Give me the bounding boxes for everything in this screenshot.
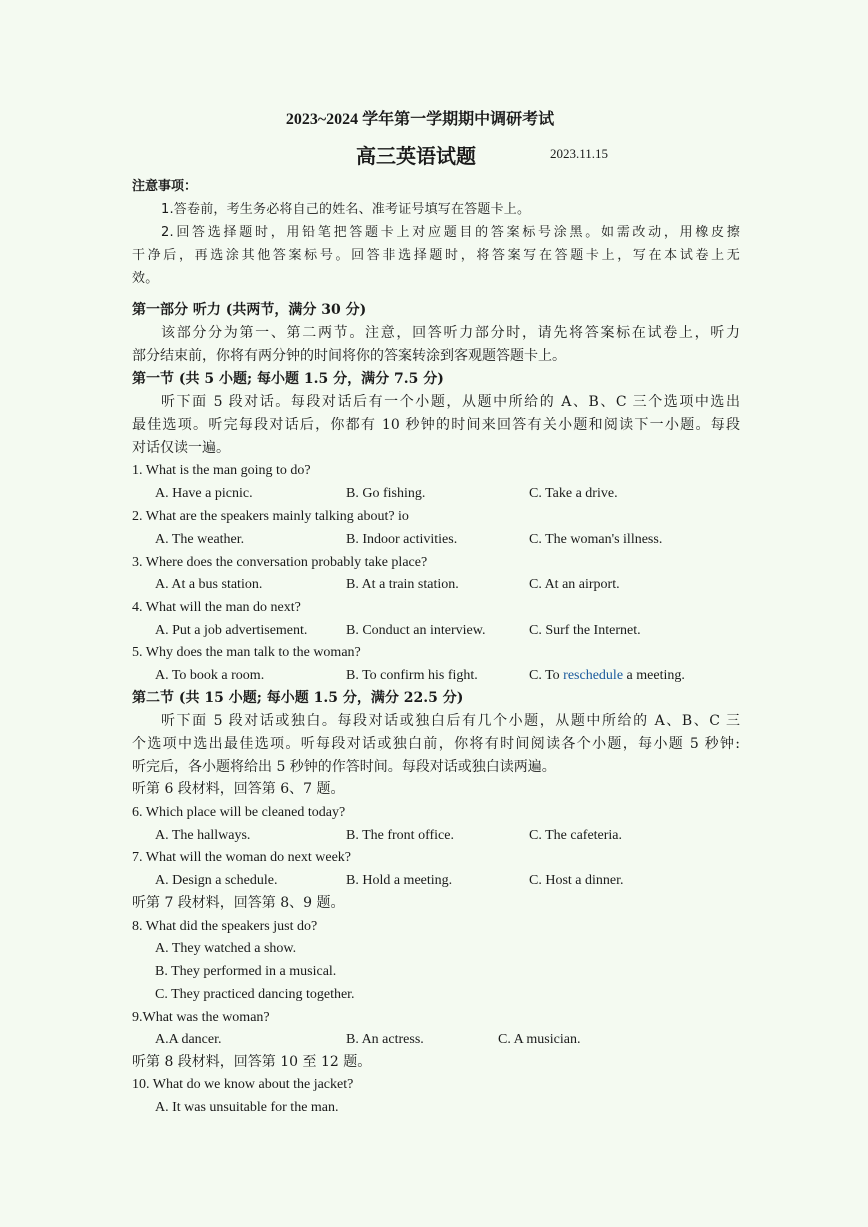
- question-3-stem: 3. Where does the conversation probably take place?: [132, 555, 428, 570]
- section1-intro-line-3: 对话仅读一遍。: [132, 440, 230, 456]
- exam-subtitle: 高三英语试题: [356, 144, 476, 168]
- question-2-option-a: A. The weather.: [155, 532, 245, 547]
- material-6-instruction: 听第 6 段材料，回答第 6、7 题。: [132, 781, 345, 797]
- question-5-option-b: B. To confirm his fight.: [346, 668, 478, 683]
- question-7-option-b: B. Hold a meeting.: [346, 873, 453, 888]
- section2-heading: 第二节 (共 15 小题; 每小题 1.5 分，满分 22.5 分): [132, 690, 464, 706]
- question-5-option-c-suffix: a meeting.: [623, 668, 685, 683]
- question-2-stem: 2. What are the speakers mainly talking about? io: [132, 509, 409, 524]
- question-4-option-b: B. Conduct an interview.: [346, 623, 486, 638]
- question-5-option-c-prefix: C. To: [529, 668, 564, 683]
- section1-intro-line-1: 听下面 5 段对话。每段对话后有一个小题，从题中所给的 A、B、C 三个选项中选出: [161, 394, 740, 410]
- question-2-option-b: B. Indoor activities.: [346, 532, 458, 547]
- section1-intro-line-2: 最佳选项。听完每段对话后，你都有 10 秒钟的时间来回答有关小题和阅读下一小题。每段: [132, 417, 740, 433]
- exam-date: 2023.11.15: [550, 146, 609, 161]
- question-4-stem: 4. What will the man do next?: [132, 600, 301, 615]
- question-1-stem: 1. What is the man going to do?: [132, 463, 311, 478]
- question-2-option-c: C. The woman's illness.: [529, 532, 663, 547]
- question-10-option-a: A. It was unsuitable for the man.: [155, 1100, 339, 1115]
- section2-intro-line-3: 听完后，各小题将给出 5 秒钟的作答时间。每段对话或独白读两遍。: [132, 759, 556, 775]
- part1-intro-line-2: 部分结束前，你将有两分钟的时间将你的答案转涂到客观题答题卡上。: [132, 348, 566, 364]
- question-3-option-b: B. At a train station.: [346, 577, 459, 592]
- question-1-option-b: B. Go fishing.: [346, 486, 426, 501]
- part1-heading: 第一部分 听力 (共两节，满分 30 分): [132, 302, 367, 318]
- question-9-option-a: A.A dancer.: [155, 1032, 222, 1047]
- question-7-stem: 7. What will the woman do next week?: [132, 850, 352, 865]
- question-10-stem: 10. What do we know about the jacket?: [132, 1077, 354, 1092]
- notice-item-2-line-2: 干净后，再选涂其他答案标号。回答非选择题时，将答案写在答题卡上，写在本试卷上无: [132, 248, 740, 263]
- section1-heading: 第一节 (共 5 小题; 每小题 1.5 分，满分 7.5 分): [132, 371, 444, 387]
- question-6-option-c: C. The cafeteria.: [529, 828, 623, 843]
- question-5-option-c: [529, 664, 685, 687]
- reschedule-link[interactable]: reschedule: [563, 668, 624, 683]
- notice-item-2-line-3: 效。: [132, 271, 159, 286]
- question-1-option-a: A. Have a picnic.: [155, 486, 253, 501]
- question-9-stem: 9.What was the woman?: [132, 1010, 270, 1025]
- question-8-option-b: B. They performed in a musical.: [155, 964, 337, 979]
- section2-intro-line-1: 听下面 5 段对话或独白。每段对话或独白后有几个小题，从题中所给的 A、B、C 三: [161, 713, 740, 729]
- material-7-instruction: 听第 7 段材料，回答第 8、9 题。: [132, 895, 345, 911]
- question-5-stem: 5. Why does the man talk to the woman?: [132, 645, 361, 660]
- question-3-option-a: A. At a bus station.: [155, 577, 263, 592]
- part1-intro-line-1: 该部分分为第一、第二两节。注意，回答听力部分时，请先将答案标在试卷上，听力: [161, 325, 740, 341]
- question-8-option-a: A. They watched a show.: [155, 941, 297, 956]
- question-5-option-a: A. To book a room.: [155, 668, 265, 683]
- question-4-option-a: A. Put a job advertisement.: [155, 623, 308, 638]
- notice-item-2-line-1: 2.回答选择题时，用铅笔把答题卡上对应题目的答案标号涂黑。如需改动，用橡皮擦: [161, 225, 740, 240]
- question-4-option-c: C. Surf the Internet.: [529, 623, 641, 638]
- question-8-option-c: C. They practiced dancing together.: [155, 987, 355, 1002]
- question-1-option-c: C. Take a drive.: [529, 486, 618, 501]
- question-7-option-c: C. Host a dinner.: [529, 873, 624, 888]
- question-6-option-a: A. The hallways.: [155, 828, 251, 843]
- notice-heading: 注意事项：: [132, 179, 198, 194]
- question-6-stem: 6. Which place will be cleaned today?: [132, 805, 346, 820]
- question-3-option-c: C. At an airport.: [529, 577, 620, 592]
- question-6-option-b: B. The front office.: [346, 828, 454, 843]
- question-9-option-c: C. A musician.: [498, 1032, 581, 1047]
- question-9-option-b: B. An actress.: [346, 1032, 424, 1047]
- notice-item-1: 1.答卷前，考生务必将自己的姓名、准考证号填写在答题卡上。: [161, 202, 531, 217]
- material-8-instruction: 听第 8 段材料，回答第 10 至 12 题。: [132, 1054, 372, 1070]
- section2-intro-line-2: 个选项中选出最佳选项。听每段对话或独白前，你将有时间阅读各个小题，每小题 5 秒钟:: [132, 736, 740, 752]
- exam-title: 2023~2024 学年第一学期期中调研考试: [285, 111, 555, 128]
- question-7-option-a: A. Design a schedule.: [155, 873, 278, 888]
- question-8-stem: 8. What did the speakers just do?: [132, 919, 318, 934]
